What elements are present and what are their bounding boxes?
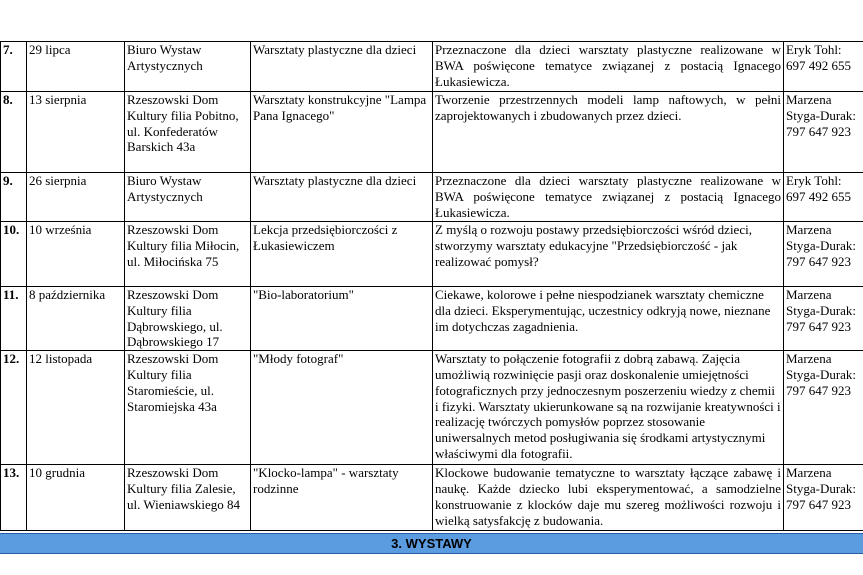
event-date: 12 listopada: [27, 351, 125, 465]
event-description: Ciekawe, kolorowe i pełne niespodzianek warsztaty chemiczne dla dzieci. Eksperymentując, uczestnicy odkryją nowe, nieznane im dotychczas zagadnienia.: [433, 287, 784, 351]
table-row: [1, 222, 863, 287]
event-title: Lekcja przedsiębiorczości z Łukasiewiczem: [251, 222, 433, 287]
table-row: [1, 351, 863, 465]
event-contact: Marzena Styga-Durak: 797 647 923: [784, 92, 863, 173]
event-date: 10 grudnia: [27, 465, 125, 531]
row-number: 13.: [1, 465, 27, 531]
row-number: 7.: [1, 42, 27, 92]
event-description: Z myślą o rozwoju postawy przedsiębiorczości wśród dzieci, stworzymy warsztaty edukacyjne "Przedsiębiorczość - jak realizować pomysł?: [433, 222, 784, 287]
event-title: Warsztaty plastyczne dla dzieci: [251, 173, 433, 222]
event-contact: Eryk Tohl: 697 492 655: [784, 42, 863, 92]
event-place: Rzeszowski Dom Kultury filia Pobitno, ul. Konfederatów Barskich 43a: [125, 92, 251, 173]
event-date: 8 października: [27, 287, 125, 351]
row-number: 12.: [1, 351, 27, 465]
event-description: Przeznaczone dla dzieci warsztaty plastyczne realizowane w BWA poświęcone tematyce związanej z postacią Ignacego Łukasiewicza.: [433, 42, 784, 92]
event-title: "Młody fotograf": [251, 351, 433, 465]
event-title: "Bio-laboratorium": [251, 287, 433, 351]
table-row: [1, 173, 863, 222]
table-row: [1, 92, 863, 173]
event-title: Warsztaty plastyczne dla dzieci: [251, 42, 433, 92]
event-place: Biuro Wystaw Artystycznych: [125, 173, 251, 222]
events-table: [0, 41, 863, 531]
table-row: [1, 42, 863, 92]
event-description: Klockowe budowanie tematyczne to warsztaty łączące zabawę i naukę. Każde dziecko lubi eksperymentować, a samodzielne konstruowanie z klocków daje mu szereg możliwości rozwoju i wielką satysfakcję z budowania.: [433, 465, 784, 531]
section-heading-bar: [0, 533, 863, 554]
event-contact: Marzena Styga-Durak: 797 647 923: [784, 287, 863, 351]
table-row: [1, 287, 863, 351]
event-date: 26 sierpnia: [27, 173, 125, 222]
event-date: 10 września: [27, 222, 125, 287]
event-place: Rzeszowski Dom Kultury filia Staromieście, ul. Staromiejska 43a: [125, 351, 251, 465]
event-place: Rzeszowski Dom Kultury filia Miłocin, ul. Miłocińska 75: [125, 222, 251, 287]
event-title: "Klocko-lampa" - warsztaty rodzinne: [251, 465, 433, 531]
event-description: Warsztaty to połączenie fotografii z dobrą zabawą. Zajęcia umożliwią rozwinięcie pasji oraz doskonalenie umiejętności fotograficznych przy jednoczesnym poszerzeniu wiedzy z chemii i fizyki. Warsztaty ukierunkowane są na rozwijanie kreatywności i realizację twórczych pomysłów poprzez stosowanie uniwersalnych metod posługiwania się środkami artystycznymi właściwymi dla fotografii.: [433, 351, 784, 465]
event-place: Rzeszowski Dom Kultury filia Dąbrowskiego, ul. Dąbrowskiego 17: [125, 287, 251, 351]
table-row: [1, 465, 863, 531]
event-place: Biuro Wystaw Artystycznych: [125, 42, 251, 92]
event-place: Rzeszowski Dom Kultury filia Zalesie, ul. Wieniawskiego 84: [125, 465, 251, 531]
event-contact: Eryk Tohl: 697 492 655: [784, 173, 863, 222]
row-number: 9.: [1, 173, 27, 222]
event-date: 13 sierpnia: [27, 92, 125, 173]
event-contact: Marzena Styga-Durak: 797 647 923: [784, 465, 863, 531]
event-date: 29 lipca: [27, 42, 125, 92]
event-contact: Marzena Styga-Durak: 797 647 923: [784, 222, 863, 287]
section-heading: 3. WYSTAWY: [391, 536, 472, 551]
row-number: 8.: [1, 92, 27, 173]
event-description: Tworzenie przestrzennych modeli lamp naftowych, w pełni zaprojektowanych i zbudowanych przez dzieci.: [433, 92, 784, 173]
event-contact: Marzena Styga-Durak: 797 647 923: [784, 351, 863, 465]
row-number: 10.: [1, 222, 27, 287]
event-description: Przeznaczone dla dzieci warsztaty plastyczne realizowane w BWA poświęcone tematyce związanej z postacią Ignacego Łukasiewicza.: [433, 173, 784, 222]
event-title: Warsztaty konstrukcyjne "Lampa Pana Ignacego": [251, 92, 433, 173]
row-number: 11.: [1, 287, 27, 351]
